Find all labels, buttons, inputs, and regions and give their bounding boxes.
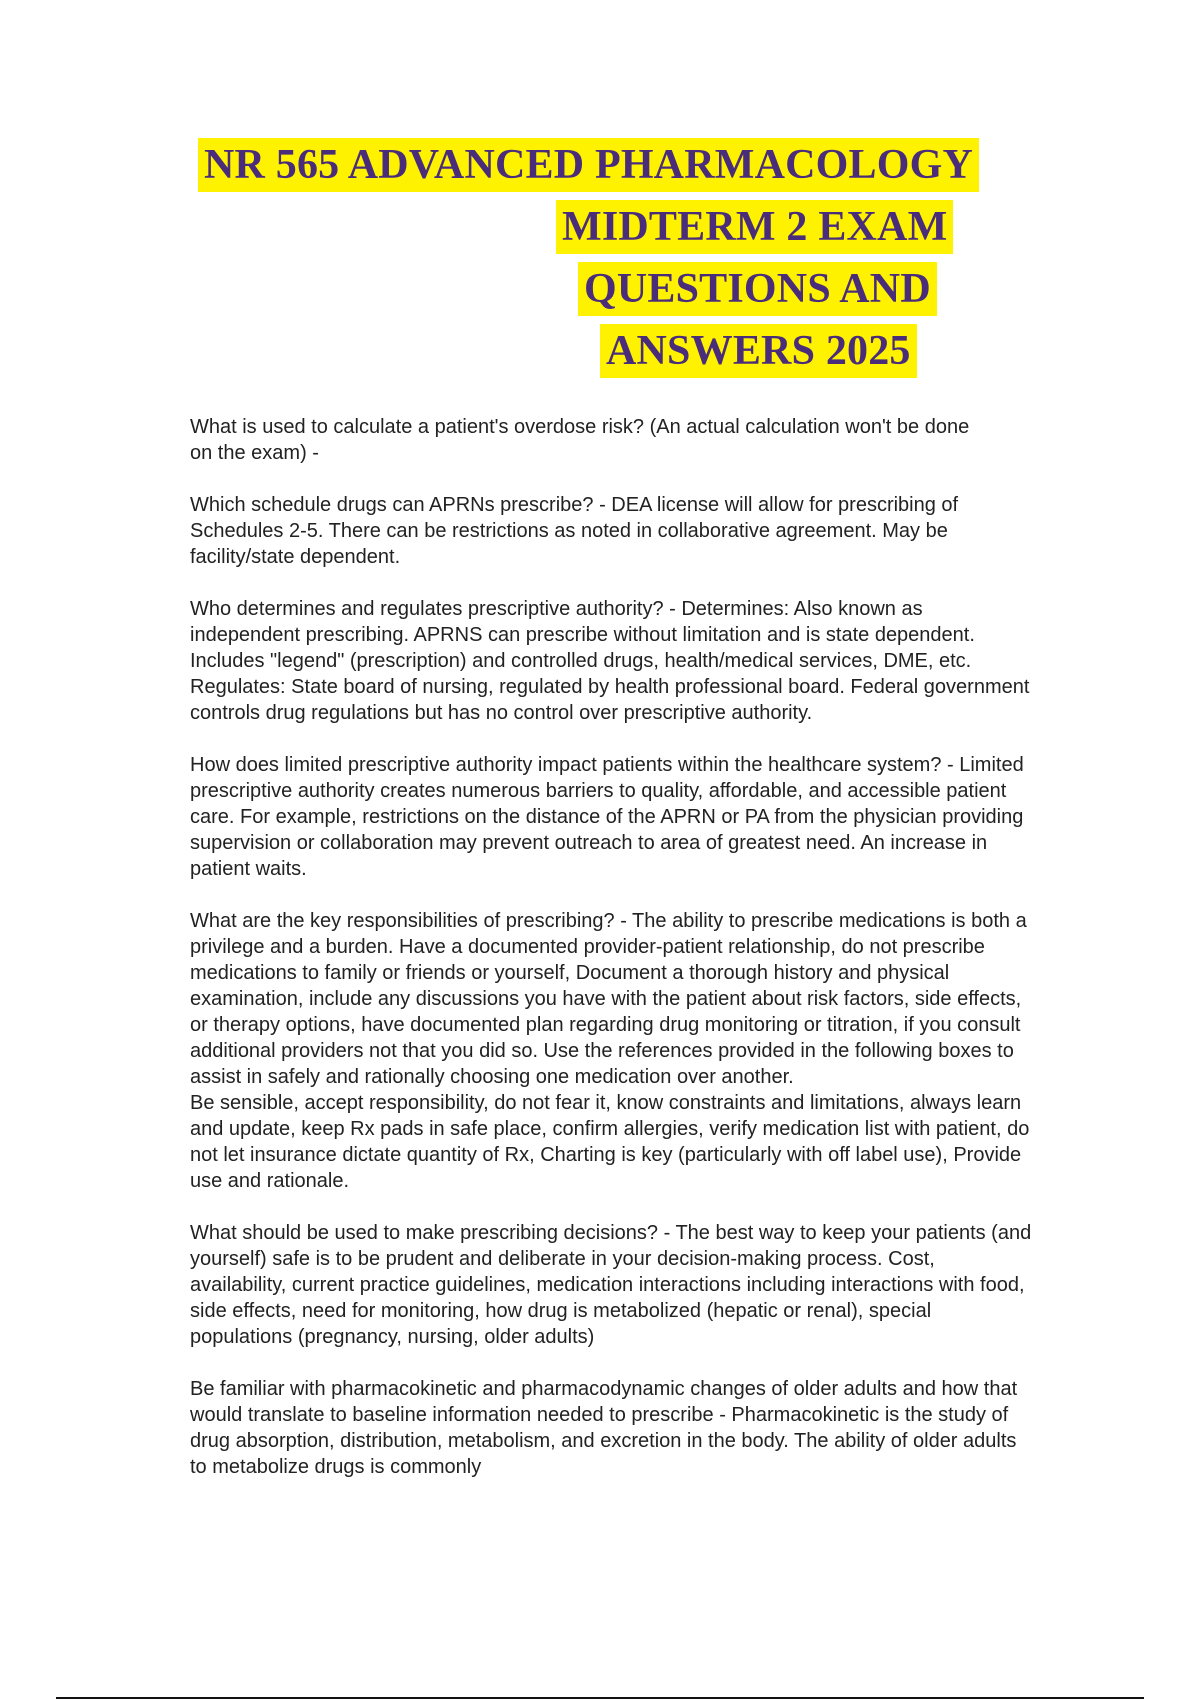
qa-item-prescriptive-authority <box>190 596 1035 726</box>
qa-paragraph: What should be used to make prescribing decisions? - The best way to keep your patients (and yourself) safe is to be prudent and deliberate in your decision-making process. Cost, availability, current practice guidelines, medication interactions including interactions with food, side effects, need for monitoring, how drug is metabolized (hepatic or renal), special populations (pregnancy, nursing, older adults) <box>190 1222 1032 1348</box>
qa-content <box>190 414 1035 1506</box>
qa-item-limited-authority <box>190 752 1035 882</box>
qa-item-overdose-risk <box>190 414 1035 466</box>
qa-paragraph: What is used to calculate a patient's overdose risk? (An actual calculation won't be done <box>190 416 970 438</box>
qa-paragraph: How does limited prescriptive authority impact patients within the healthcare system? - Limited prescriptive authority creates numerous barriers to quality, affordable, and accessible patient care. For example, restrictions on the distance of the APRN or PA from the physician providing supervision or collaboration may prevent outreach to area of greatest need. An increase in patient waits. <box>190 754 1024 880</box>
qa-item-older-adults <box>190 1376 1035 1480</box>
qa-paragraph: on the exam) - <box>190 442 319 464</box>
qa-item-prescribing-decisions <box>190 1220 1035 1350</box>
qa-paragraph: What are the key responsibilities of prescribing? - The ability to prescribe medications is both a privilege and a burden. Have a documented provider-patient relationship, do not prescribe medications to family or friends or yourself, Document a thorough history and physical examination, include any discussions you have with the patient about risk factors, side effects, or therapy options, have documented plan regarding drug monitoring or titration, if you consult additional providers not that you did so. Use the references provided in the following boxes to assist in safely and rationally choosing one medication over another. <box>190 910 1027 1088</box>
qa-paragraph: Regulates: State board of nursing, regulated by health professional board. Federal government controls drug regulations but has no control over prescriptive authority. <box>190 676 1030 724</box>
qa-paragraph: Which schedule drugs can APRNs prescribe? - DEA license will allow for prescribing of Schedules 2-5. There can be restrictions as noted in collaborative agreement. May be facility/state dependent. <box>190 494 959 568</box>
title-line-2: MIDTERM 2 EXAM <box>556 200 953 254</box>
qa-paragraph: Who determines and regulates prescriptive authority? - Determines: Also known as independent prescribing. APRNS can prescribe without limitation and is state dependent. Includes "legend" (prescription) and controlled drugs, health/medical services, DME, etc. <box>190 598 975 672</box>
page-bottom-rule <box>56 1697 1144 1699</box>
qa-paragraph: Be familiar with pharmacokinetic and pharmacodynamic changes of older adults and how that would translate to baseline information needed to prescribe - Pharmacokinetic is the study of drug absorption, distribution, metabolism, and excretion in the body. The ability of older adults to metabolize drugs is commonly <box>190 1378 1018 1478</box>
qa-item-key-responsibilities <box>190 908 1035 1194</box>
title-line-1: NR 565 ADVANCED PHARMACOLOGY <box>198 138 979 192</box>
title-line-4: ANSWERS 2025 <box>600 324 917 378</box>
qa-paragraph: Be sensible, accept responsibility, do not fear it, know constraints and limitations, always learn and update, keep Rx pads in safe place, confirm allergies, verify medication list with patient, do not let insurance dictate quantity of Rx, Charting is key (particularly with off label use), Provide use and rationale. <box>190 1092 1030 1192</box>
title-line-3: QUESTIONS AND <box>578 262 937 316</box>
qa-item-schedule-drugs <box>190 492 1035 570</box>
